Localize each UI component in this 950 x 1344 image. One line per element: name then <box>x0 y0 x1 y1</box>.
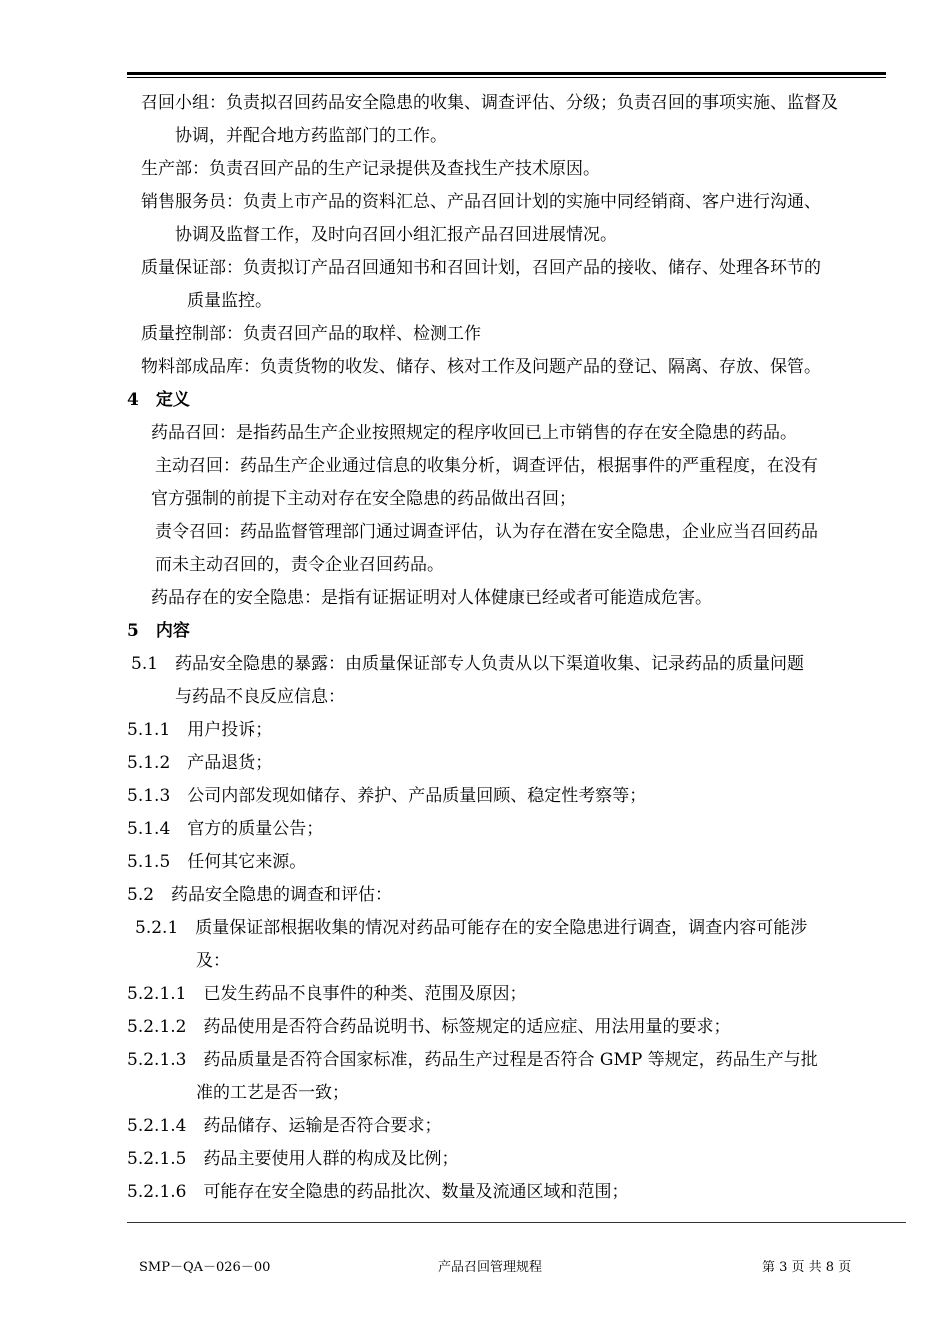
body-line: 5.2.1.1 已发生药品不良事件的种类、范围及原因； <box>127 984 527 1004</box>
body-line: 召回小组：负责拟召回药品安全隐患的收集、调查评估、分级；负责召回的事项实施、监督及 <box>141 93 838 113</box>
section-heading-content: 5 内容 <box>127 621 190 641</box>
body-line: 责令召回：药品监督管理部门通过调查评估，认为存在潜在安全隐患，企业应当召回药品 <box>155 522 818 542</box>
body-line: 5.2.1.5 药品主要使用人群的构成及比例； <box>127 1149 459 1169</box>
body-line: 5.2 药品安全隐患的调查和评估： <box>127 885 393 905</box>
body-line: 主动召回：药品生产企业通过信息的收集分析，调查评估，根据事件的严重程度，在没有 <box>155 456 818 476</box>
body-line: 质量控制部：负责召回产品的取样、检测工作 <box>141 324 481 344</box>
body-line: 而未主动召回的，责令企业召回药品。 <box>155 555 444 575</box>
body-line: 及： <box>196 951 230 971</box>
body-line: 5.2.1.3 药品质量是否符合国家标准，药品生产过程是否符合 GMP 等规定，药品生产与批 <box>127 1050 818 1070</box>
body-line: 5.1 药品安全隐患的暴露：由质量保证部专人负责从以下渠道收集、记录药品的质量问题 <box>131 654 805 674</box>
header-rule-thick <box>127 72 886 75</box>
body-line: 5.1.2 产品退货； <box>127 753 273 773</box>
body-line: 与药品不良反应信息： <box>175 687 345 707</box>
body-line: 质量监控。 <box>187 291 272 311</box>
body-line: 销售服务员：负责上市产品的资料汇总、产品召回计划的实施中同经销商、客户进行沟通、 <box>141 192 821 212</box>
footer-doc-title: 产品召回管理规程 <box>438 1260 543 1275</box>
body-line: 5.2.1 质量保证部根据收集的情况对药品可能存在的安全隐患进行调查，调查内容可能涉 <box>135 918 808 938</box>
body-line: 官方强制的前提下主动对存在安全隐患的药品做出召回； <box>151 489 576 509</box>
body-line: 物料部成品库：负责货物的收发、储存、核对工作及问题产品的登记、隔离、存放、保管。 <box>141 357 821 377</box>
body-line: 协调，并配合地方药监部门的工作。 <box>175 126 447 146</box>
body-line: 5.2.1.6 可能存在安全隐患的药品批次、数量及流通区域和范围； <box>127 1182 629 1202</box>
body-line: 生产部：负责召回产品的生产记录提供及查找生产技术原因。 <box>141 159 600 179</box>
section-heading-definitions: 4 定义 <box>127 390 190 410</box>
body-line: 5.1.4 官方的质量公告； <box>127 819 324 839</box>
footer-doc-code: SMP－QA－026－00 <box>139 1260 271 1275</box>
footer-page-number: 第 3 页 共 8 页 <box>762 1260 852 1275</box>
body-line: 5.1.5 任何其它来源。 <box>127 852 307 872</box>
body-line: 准的工艺是否一致； <box>196 1083 349 1103</box>
body-line: 质量保证部：负责拟订产品召回通知书和召回计划，召回产品的接收、储存、处理各环节的 <box>141 258 821 278</box>
body-line: 5.1.3 公司内部发现如储存、养护、产品质量回顾、稳定性考察等； <box>127 786 647 806</box>
body-line: 协调及监督工作，及时向召回小组汇报产品召回进展情况。 <box>175 225 617 245</box>
body-line: 5.2.1.2 药品使用是否符合药品说明书、标签规定的适应症、用法用量的要求； <box>127 1017 731 1037</box>
body-line: 药品存在的安全隐患：是指有证据证明对人体健康已经或者可能造成危害。 <box>151 588 712 608</box>
body-line: 5.1.1 用户投诉； <box>127 720 273 740</box>
body-line: 5.2.1.4 药品储存、运输是否符合要求； <box>127 1116 442 1136</box>
body-line: 药品召回：是指药品生产企业按照规定的程序收回已上市销售的存在安全隐患的药品。 <box>151 423 797 443</box>
footer-rule <box>127 1222 906 1223</box>
header-rule-thin <box>127 77 886 78</box>
